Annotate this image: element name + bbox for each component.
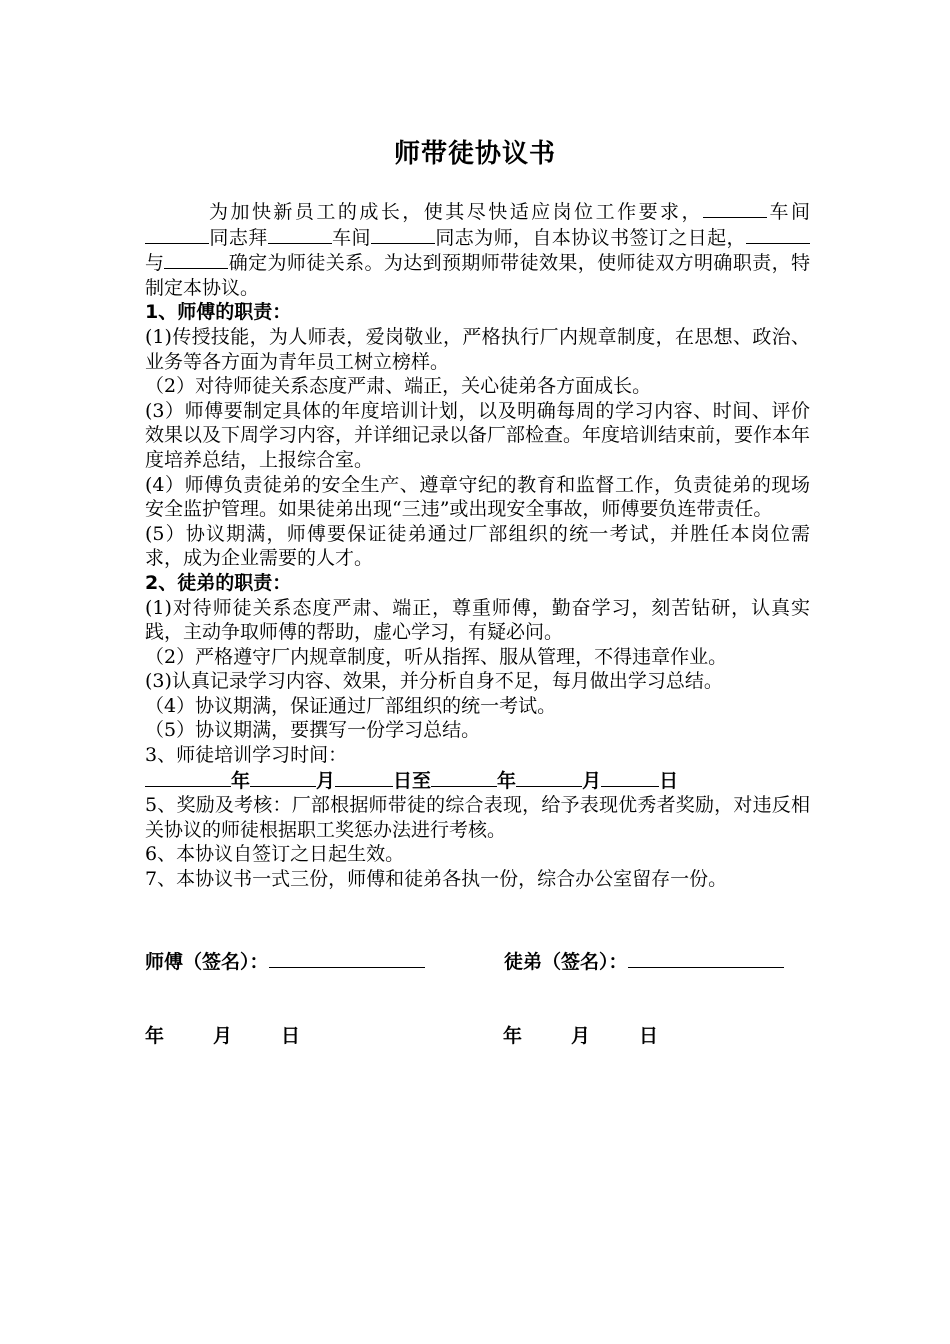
section1-item-1: (1)传授技能，为人师表，爱岗敬业，严格执行厂内规章制度，在思想、政治、业务等各方面为青年员工树立榜样。 [145,325,810,373]
blank-master[interactable] [746,225,810,244]
section2-item-1: (1)对待师徒关系态度严肃、端正，尊重师傅，勤奋学习，刻苦钻研，认真实践，主动争取师傅的帮助，虚心学习，有疑必问。 [145,596,810,644]
section1-item-4: (4）师傅负责徒弟的安全生产、遵章守纪的教育和监督工作，负责徒弟的现场安全监护管理。如果徒弟出现“三违”或出现安全事故，师傅要负连带责任。 [145,473,810,521]
section1-item-2: （2）对待师徒关系态度严肃、端正，关心徒弟各方面成长。 [145,375,652,398]
section2-heading: 2、徒弟的职责： [145,571,292,594]
master-signature-field[interactable] [269,947,425,968]
blank-apprentice[interactable] [164,250,228,269]
intro-paragraph [145,199,810,300]
blank-start-year[interactable] [145,768,231,787]
label-end-year: 年 [497,769,517,792]
blank-name-1[interactable] [145,225,209,244]
label-start-month: 月 [316,769,336,792]
section2-item-4: （4）协议期满，保证通过厂部组织的统一考试。 [145,694,557,717]
apprentice-signature [504,947,784,974]
apprentice-date-year: 年 [503,1025,523,1047]
master-date-day: 日 [281,1025,301,1047]
section1-heading: 1、师傅的职责： [145,301,292,324]
master-sign-date [145,1021,349,1048]
section1-item-5: (5）协议期满，师傅要保证徒弟通过厂部组织的统一考试，并胜任本岗位需求，成为企业需要的人才。 [145,522,810,570]
intro-text-4: 车间 [331,226,371,249]
apprentice-sign-date [503,1021,707,1048]
blank-end-month[interactable] [516,768,582,787]
label-end-month: 月 [582,769,602,792]
blank-start-month[interactable] [250,768,316,787]
blank-name-2[interactable] [371,225,435,244]
intro-text-5: 同志为师，自本协议书签订之日起， [434,226,746,249]
section3-heading: 3、师徒培训学习时间： [145,744,348,767]
section7-paragraph: 7、本协议书一式三份，师傅和徒弟各执一份，综合办公室留存一份。 [145,868,728,891]
section2-item-5: （5）协议期满，要撰写一份学习总结。 [145,719,481,742]
training-period-row [145,768,810,794]
label-start-day: 日至 [393,769,432,792]
intro-text-3: 同志拜 [209,226,268,249]
apprentice-signature-label: 徒弟（签名）： [504,951,628,973]
master-signature [145,947,425,974]
intro-text-6: 与 [145,252,165,275]
master-date-year: 年 [145,1025,165,1047]
document-body [145,199,810,892]
section5-paragraph: 5、奖励及考核：厂部根据师带徒的综合表现，给予表现优秀者奖励，对违反相关协议的师徒根据职工奖惩办法进行考核。 [145,794,810,841]
document-title: 师带徒协议书 [393,139,556,169]
section6-paragraph: 6、本协议自签订之日起生效。 [145,843,405,866]
blank-workshop-1[interactable] [703,199,767,218]
blank-workshop-2[interactable] [268,225,332,244]
label-end-day: 日 [659,769,679,792]
intro-text-1: 为加快新员工的成长，使其尽快适应岗位工作要求， [209,201,704,223]
apprentice-signature-field[interactable] [628,947,784,968]
section2-item-2: （2）严格遵守厂内规章制度，听从指挥、服从管理，不得违章作业。 [145,645,728,668]
label-start-year: 年 [231,769,251,792]
master-date-month: 月 [213,1025,233,1047]
master-signature-label: 师傅（签名）： [145,951,269,973]
apprentice-date-month: 月 [571,1025,591,1047]
intro-text-2: 车间 [767,201,810,223]
blank-end-day[interactable] [601,768,659,787]
blank-start-day[interactable] [335,768,393,787]
intro-text-7: 确定为师徒关系。为达到预期师带徒效果，使师徒双方明确职责，特制定本协议。 [145,252,810,299]
section1-item-3: (3）师傅要制定具体的年度培训计划，以及明确每周的学习内容、时间、评价效果以及下周学习内容，并详细记录以备厂部检查。年度培训结束前，要作本年度培养总结，上报综合室。 [145,399,811,471]
blank-end-year[interactable] [431,768,497,787]
section2-item-3: (3)认真记录学习内容、效果，并分析自身不足，每月做出学习总结。 [145,670,723,693]
apprentice-date-day: 日 [639,1025,659,1047]
